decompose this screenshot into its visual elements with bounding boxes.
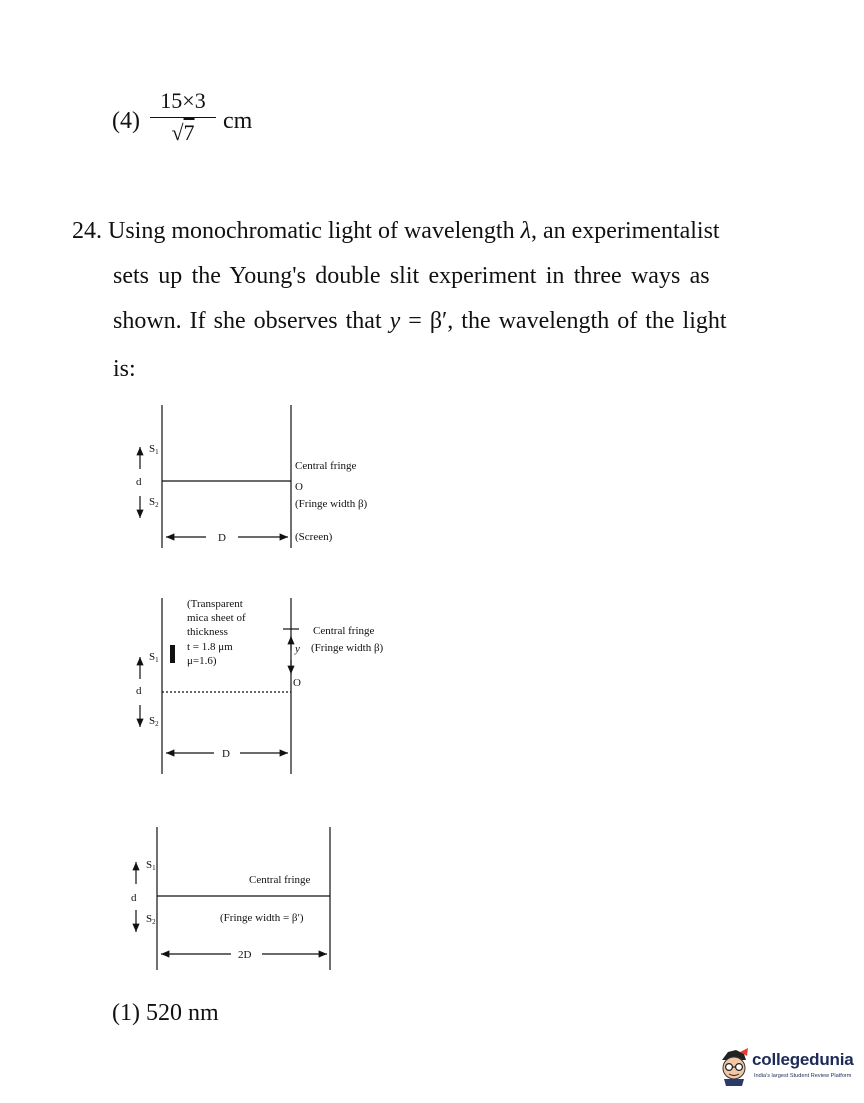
logo-tagline: India's largest Student Review Platform bbox=[754, 1073, 852, 1079]
fig1-d-label: d bbox=[136, 476, 142, 488]
fig2-y-label: y bbox=[295, 643, 300, 655]
option-4-unit: cm bbox=[223, 108, 253, 134]
fig2-o-label: O bbox=[293, 677, 301, 689]
fig2-d-label: d bbox=[136, 685, 142, 697]
option-4-label: (4) bbox=[112, 108, 140, 134]
fraction-numerator: 15×3 bbox=[160, 88, 206, 113]
fig3-central-fringe: Central fringe bbox=[249, 874, 311, 886]
fig2-central-fringe: Central fringe bbox=[313, 625, 375, 637]
question-text-1b: , an experimentalist bbox=[531, 218, 720, 244]
figure-1 bbox=[140, 405, 291, 548]
fig2-mica-line-1: (Transparent bbox=[187, 598, 243, 610]
fig3-s2-label: S2 bbox=[146, 913, 156, 926]
figure-2-labels bbox=[136, 598, 384, 760]
fig1-screen-label: (Screen) bbox=[295, 531, 333, 543]
mica-sheet bbox=[170, 645, 175, 663]
fig1-o-label: O bbox=[295, 481, 303, 493]
equation-beta-prime: = β′ bbox=[400, 308, 448, 334]
radical-sign: √ bbox=[171, 120, 184, 146]
radicand: 7 bbox=[183, 120, 195, 146]
fig3-2D-label: 2D bbox=[238, 949, 252, 961]
figure-3-labels bbox=[131, 859, 311, 961]
fig2-s2-label: S2 bbox=[149, 715, 159, 728]
fig1-central-fringe: Central fringe bbox=[295, 460, 357, 472]
lambda-symbol: λ bbox=[520, 218, 531, 244]
fig3-d-label: d bbox=[131, 892, 137, 904]
fig2-fringe-width: (Fringe width β) bbox=[311, 642, 384, 654]
fig1-D-label: D bbox=[218, 532, 226, 544]
question-text-1a: Using monochromatic light of wavelength bbox=[108, 218, 521, 244]
collegedunia-logo bbox=[714, 1046, 854, 1086]
question-number: 24. bbox=[72, 218, 102, 244]
option-1: (1) 520 nm bbox=[112, 1000, 219, 1026]
figure-3 bbox=[136, 827, 330, 970]
figure-2 bbox=[140, 598, 299, 774]
variable-y: y bbox=[389, 308, 401, 334]
question-text-3a: shown. If she observes that bbox=[113, 308, 390, 334]
fig2-s1-label: S1 bbox=[149, 651, 159, 664]
fig2-mica-line-3: thickness bbox=[187, 626, 228, 638]
mascot-icon bbox=[714, 1046, 752, 1086]
question-line-4: is: bbox=[113, 356, 136, 382]
fig2-mica-line-4: t = 1.8 μm bbox=[187, 641, 233, 653]
question-line-2: sets up the Young's double slit experiment in three ways as bbox=[113, 263, 710, 289]
fig3-fringe-width: (Fringe width = β′) bbox=[220, 912, 304, 924]
fig1-s1-label: S1 bbox=[149, 443, 159, 456]
fig1-s2-label: S2 bbox=[149, 496, 159, 509]
fig2-D-label: D bbox=[222, 748, 230, 760]
question-text-3b: , the wavelength of the light bbox=[447, 308, 727, 334]
fig3-s1-label: S1 bbox=[146, 859, 156, 872]
fig2-mica-line-2: mica sheet of bbox=[187, 612, 246, 624]
logo-wordmark: collegedunia bbox=[752, 1050, 854, 1069]
fig2-mica-line-5: μ=1.6) bbox=[187, 655, 217, 667]
figure-1-labels bbox=[136, 443, 368, 544]
fig1-fringe-width: (Fringe width β) bbox=[295, 498, 368, 510]
